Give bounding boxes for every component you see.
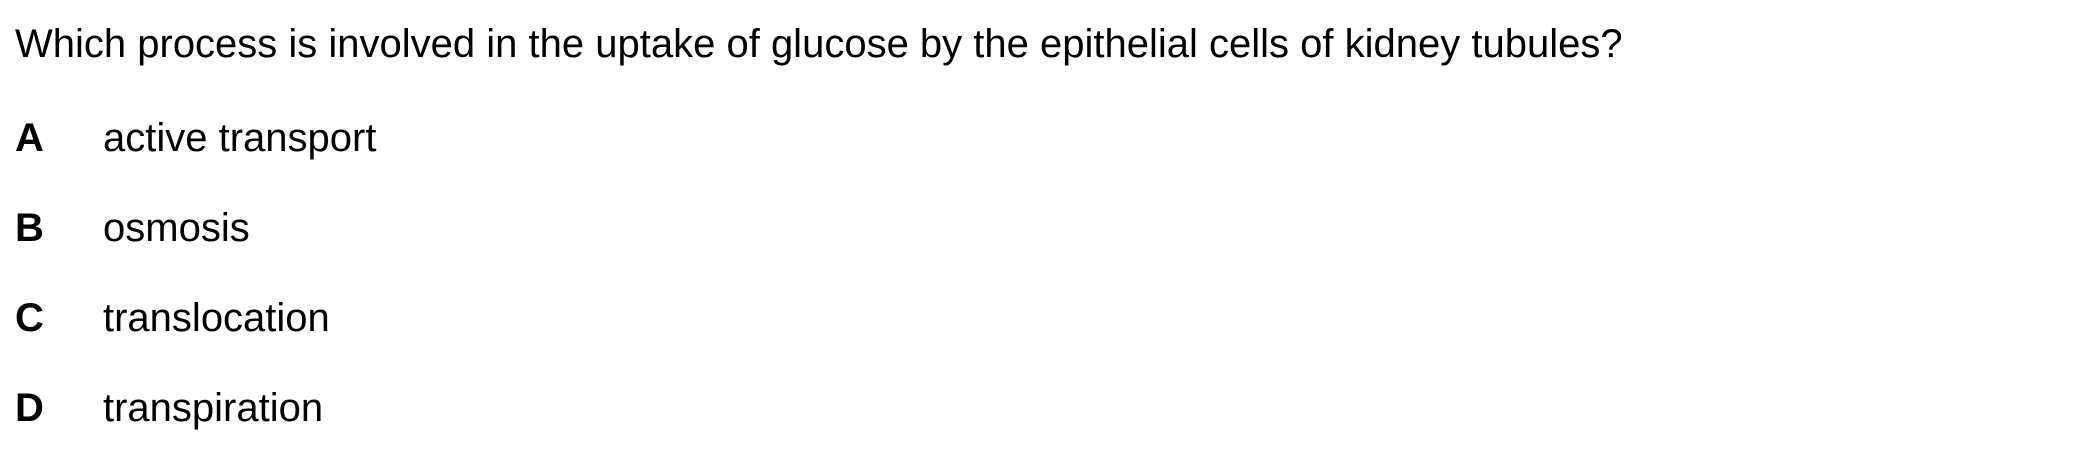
option-text: translocation — [103, 296, 330, 340]
option-letter: A — [15, 116, 44, 160]
option-b[interactable] — [15, 204, 376, 294]
option-letter: C — [15, 296, 44, 340]
option-letter: D — [15, 386, 44, 430]
option-text: active transport — [103, 116, 377, 160]
option-text: transpiration — [103, 386, 324, 430]
option-d[interactable] — [15, 384, 376, 474]
option-a[interactable] — [15, 114, 376, 204]
question-text: Which process is involved in the uptake of glucose by the epithelial cells of kidney tubules? — [15, 22, 1623, 66]
option-letter: B — [15, 206, 44, 250]
option-c[interactable] — [15, 294, 376, 384]
answer-options — [15, 114, 376, 474]
option-text: osmosis — [103, 206, 250, 250]
